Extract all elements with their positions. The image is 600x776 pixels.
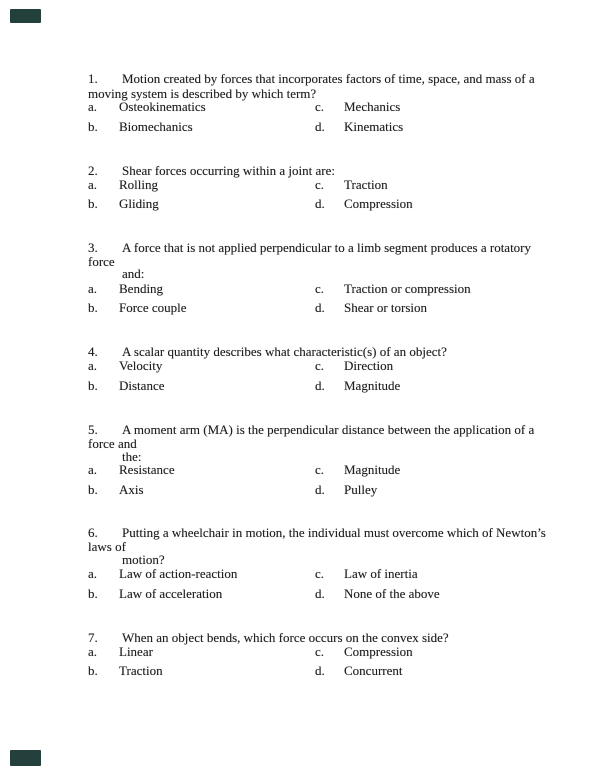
option-text: Compression xyxy=(344,196,413,211)
option-text: Linear xyxy=(119,644,153,659)
option-label: b. xyxy=(88,119,98,134)
option-label: d. xyxy=(315,119,325,134)
option-label: d. xyxy=(315,663,325,678)
option-text: Shear or torsion xyxy=(344,300,428,315)
question-number: 3. xyxy=(88,240,98,255)
option-label: d. xyxy=(315,482,325,497)
option-text: Bending xyxy=(119,281,164,296)
option-text: None of the above xyxy=(344,586,440,601)
option-label: a. xyxy=(88,644,98,659)
question-text-line: When an object bends, which force occurs on the convex side? xyxy=(122,630,449,645)
option-label: b. xyxy=(88,586,98,601)
question-text-line: force and xyxy=(88,436,137,451)
option-label: c. xyxy=(315,644,325,659)
option-label: b. xyxy=(88,482,98,497)
option-label: d. xyxy=(315,378,325,393)
option-label: d. xyxy=(315,586,325,601)
question-text-line: Shear forces occurring within a joint are: xyxy=(122,163,335,178)
option-label: a. xyxy=(88,462,98,477)
question-text-line: Motion created by forces that incorporates factors of time, space, and mass of a xyxy=(122,71,535,86)
option-text: Magnitude xyxy=(344,378,401,393)
option-text: Mechanics xyxy=(344,99,401,114)
corner-mark-top-left xyxy=(10,9,41,23)
question-number: 6. xyxy=(88,525,98,540)
option-text: Osteokinematics xyxy=(119,99,206,114)
option-text: Magnitude xyxy=(344,462,401,477)
question-number: 5. xyxy=(88,422,98,437)
option-label: b. xyxy=(88,196,98,211)
question-text-line: and: xyxy=(122,266,145,281)
option-text: Direction xyxy=(344,358,394,373)
option-label: b. xyxy=(88,300,98,315)
option-text: Pulley xyxy=(344,482,378,497)
option-text: Axis xyxy=(119,482,144,497)
option-label: a. xyxy=(88,281,98,296)
option-label: c. xyxy=(315,358,325,373)
question-text-line: force xyxy=(88,254,115,269)
option-text: Gliding xyxy=(119,196,159,211)
question-text-line: laws of xyxy=(88,539,126,554)
option-label: a. xyxy=(88,177,98,192)
option-label: b. xyxy=(88,663,98,678)
question-number: 7. xyxy=(88,630,98,645)
option-label: d. xyxy=(315,196,325,211)
option-text: Resistance xyxy=(119,462,175,477)
question-text-line: A moment arm (MA) is the perpendicular distance between the application of a xyxy=(122,422,535,437)
option-text: Kinematics xyxy=(344,119,404,134)
question-text-line: moving system is described by which term? xyxy=(88,86,317,101)
option-label: a. xyxy=(88,566,98,581)
option-text: Velocity xyxy=(119,358,163,373)
question-text-line: A force that is not applied perpendicular to a limb segment produces a rotatory xyxy=(122,240,532,255)
option-text: Law of inertia xyxy=(344,566,418,581)
option-label: c. xyxy=(315,177,325,192)
option-label: c. xyxy=(315,566,325,581)
option-text: Compression xyxy=(344,644,413,659)
question-number: 1. xyxy=(88,71,98,86)
option-text: Force couple xyxy=(119,300,187,315)
option-text: Biomechanics xyxy=(119,119,193,134)
option-text: Traction xyxy=(344,177,388,192)
question-text-line: Putting a wheelchair in motion, the individual must overcome which of Newton’s xyxy=(122,525,546,540)
option-text: Rolling xyxy=(119,177,159,192)
option-text: Traction xyxy=(119,663,163,678)
option-label: c. xyxy=(315,99,325,114)
question-text-line: A scalar quantity describes what characteristic(s) of an object? xyxy=(122,344,447,359)
option-label: c. xyxy=(315,462,325,477)
question-number: 4. xyxy=(88,344,98,359)
option-text: Law of action-reaction xyxy=(119,566,238,581)
question-number: 2. xyxy=(88,163,98,178)
option-text: Traction or compression xyxy=(344,281,471,296)
option-text: Law of acceleration xyxy=(119,586,223,601)
option-label: a. xyxy=(88,99,98,114)
question-text-line: motion? xyxy=(122,552,165,567)
option-label: d. xyxy=(315,300,325,315)
corner-mark-bottom-left xyxy=(10,750,41,766)
option-label: a. xyxy=(88,358,98,373)
question-text-line: the: xyxy=(122,449,142,464)
option-label: b. xyxy=(88,378,98,393)
option-text: Concurrent xyxy=(344,663,403,678)
option-text: Distance xyxy=(119,378,165,393)
option-label: c. xyxy=(315,281,325,296)
